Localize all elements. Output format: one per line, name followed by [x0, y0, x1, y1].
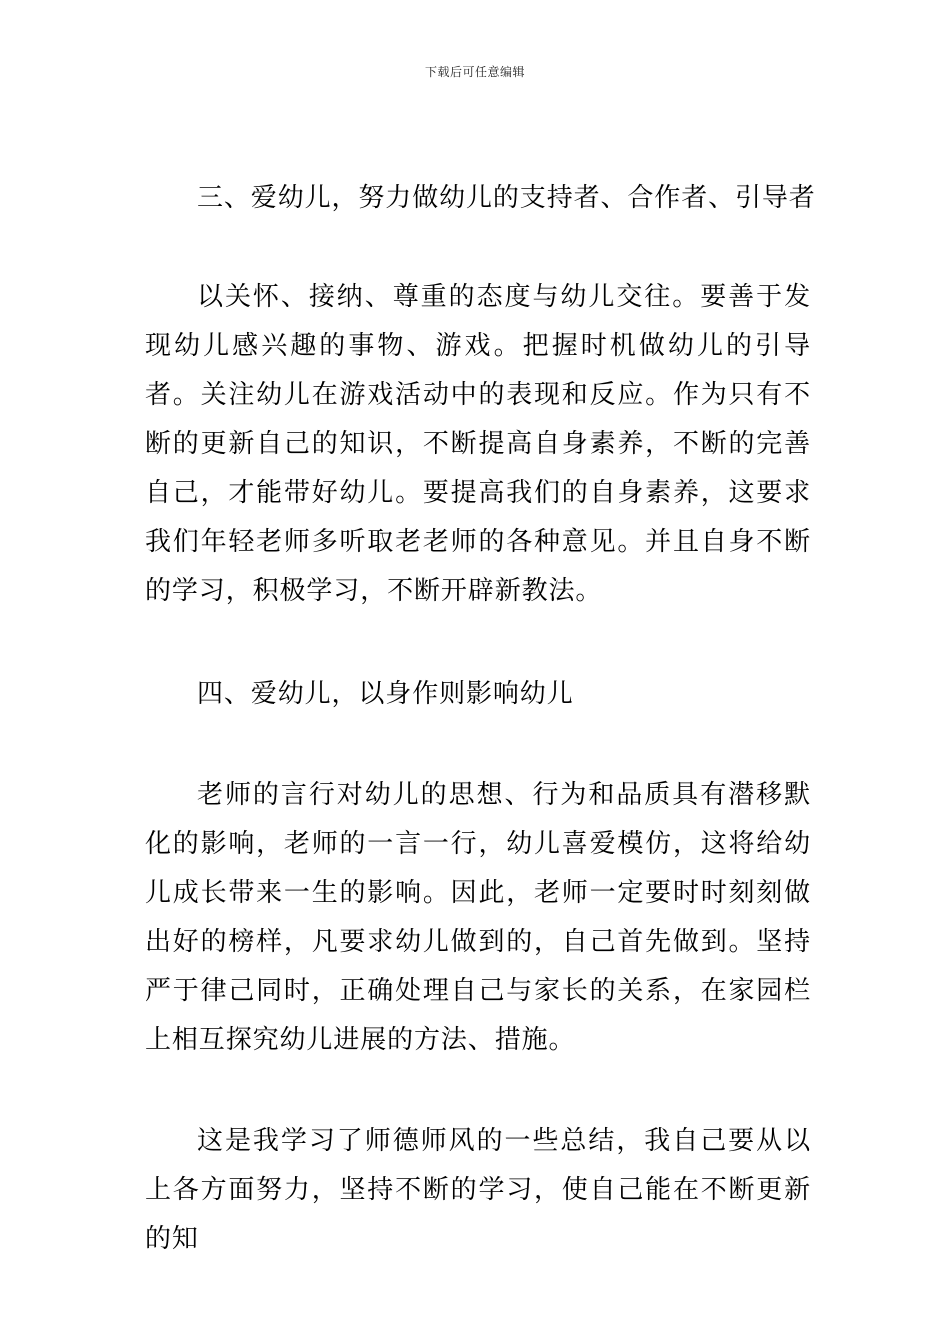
page-header-note: 下载后可任意编辑 [424, 65, 525, 79]
section-3-heading: 三、爱幼儿，努力做幼儿的支持者、合作者、引导者 [197, 183, 816, 213]
closing-paragraph: 这是我学习了师德师风的一些总结，我自己要从以上各方面努力，坚持不断的学习，使自己能在不断更新的知 [145, 1126, 811, 1254]
section-4-heading: 四、爱幼儿，以身作则影响幼儿 [197, 679, 574, 709]
section-3-paragraph: 以关怀、接纳、尊重的态度与幼儿交往。要善于发现幼儿感兴趣的事物、游戏。把握时机做幼儿的引导者。关注幼儿在游戏活动中的表现和反应。作为只有不断的更新自己的知识，不断提高自身素养，不断的完善自己，才能带好幼儿。要提高我们的自身素养，这要求我们年轻老师多听取老老师的各种意见。并且自身不断的学习，积极学习，不断开辟新教法。 [145, 282, 811, 606]
section-4-paragraph: 老师的言行对幼儿的思想、行为和品质具有潜移默化的影响，老师的一言一行，幼儿喜爱模仿，这将给幼儿成长带来一生的影响。因此，老师一定要时时刻刻做出好的榜样，凡要求幼儿做到的，自己首先做到。坚持严于律己同时，正确处理自己与家长的关系，在家园栏上相互探究幼儿进展的方法、措施。 [145, 780, 811, 1055]
